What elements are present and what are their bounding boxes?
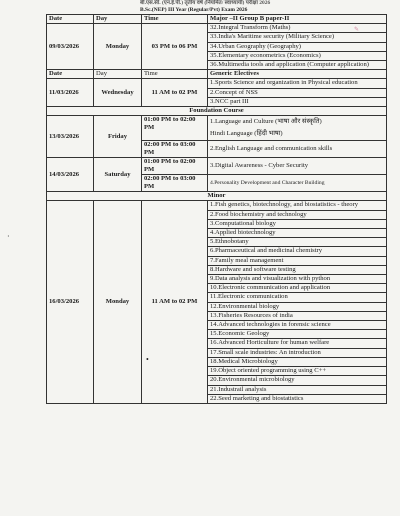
paper-item: 20.Environmental microbiology — [208, 376, 386, 385]
paper-item: 12.Environmental biology — [208, 303, 386, 312]
exam-timetable — [46, 14, 387, 404]
col-date: Date — [47, 15, 94, 24]
paper-item: 17.Small scale industries: An introduction — [208, 349, 386, 358]
time-slots — [142, 158, 208, 192]
paper-list — [208, 116, 387, 158]
paper-item: 4.Personality Development and Character Building — [210, 180, 325, 187]
paper-item: 2.Concept of NSS — [208, 89, 386, 98]
paper-item: 18.Medical Microbiology — [208, 358, 386, 367]
paper-item: 1.Sports Science and organization in Physical education — [208, 79, 386, 88]
paper-item: 32.Integral Transform (Maths) — [208, 24, 386, 33]
paper-item: 2.English Language and communication skills — [210, 145, 333, 153]
paper-item: 1.Language and Culture (भाषा और संस्कृति) — [210, 118, 322, 126]
generic-col-day: Day — [94, 70, 142, 79]
ink-dot-icon: • — [146, 355, 149, 364]
generic-header-row — [47, 70, 387, 79]
ink-dot-icon: · — [7, 232, 10, 241]
exam-time: 11 AM to 02 PM — [142, 201, 208, 403]
time-slot: 01:00 PM to 02:00 PM — [142, 158, 207, 175]
section-title: Foundation Course — [47, 107, 387, 116]
time-slot: 02:00 PM to 03:00 PM — [144, 175, 196, 191]
time-slots — [142, 116, 208, 158]
time-slot: 02:00 PM to 03:00 PM — [144, 141, 196, 157]
exam-day: Monday — [94, 24, 142, 70]
exam-date: 14/03/2026 — [47, 158, 94, 192]
paper-item: 7.Family meal management — [208, 257, 386, 266]
paper-item: 13.Fisheries Resources of india — [208, 312, 386, 321]
col-day: Day — [94, 15, 142, 24]
paper-item: 5.Ethnobotany — [208, 238, 386, 247]
exam-time: 11 AM to 02 PM — [142, 79, 208, 107]
section-row-foundation — [47, 107, 387, 116]
paper-item: 34.Urban Geography (Geography) — [208, 43, 386, 52]
header-english-line: B.Sc.(NEP) III Year (Regular/Pvt) Exam 2026 — [140, 6, 248, 13]
header-row — [47, 15, 387, 24]
paper-list — [208, 158, 387, 192]
paper-list — [208, 79, 387, 107]
paper-item: 16.Advanced Horticulture for human welfare — [208, 339, 386, 348]
pink-mark-icon: ✎ — [354, 27, 360, 33]
section-title: Minor — [47, 192, 387, 201]
paper-item: 14.Advanced technologies in forensic science — [208, 321, 386, 330]
exam-day: Saturday — [94, 158, 142, 192]
paper-list — [208, 201, 387, 403]
paper-item: 8.Hardware and software testing — [208, 266, 386, 275]
paper-item: 1.Fish genetics, biotechnology, and biostatistics - theory — [208, 201, 386, 210]
generic-col-time: Time — [142, 70, 208, 79]
generic-col-date: Date — [47, 70, 94, 79]
paper-item: 9.Data analysis and visualization with python — [208, 275, 386, 284]
exam-day: Monday — [94, 201, 142, 403]
exam-date: 11/03/2026 — [47, 79, 94, 107]
paper-item: 6.Pharmaceutical and medicinal chemistry — [208, 247, 386, 256]
exam-date: 13/03/2026 — [47, 116, 94, 158]
paper-item: 3.Digital Awareness - Cyber Security — [208, 158, 386, 175]
paper-item: 15.Economic Geology — [208, 330, 386, 339]
paper-item: 33.India's Maritime security (Military Science) — [208, 33, 386, 42]
exam-row-generic — [47, 79, 387, 107]
paper-item: Hindi Language (हिंदी भाषा) — [208, 128, 386, 141]
paper-item: 11.Electronic communication — [208, 293, 386, 302]
paper-item: 35.Elementary econometrics (Economics) — [208, 52, 386, 61]
exam-row-foundation — [47, 158, 387, 192]
paper-item: 4.Applied biotechnology — [208, 229, 386, 238]
exam-day: Wednesday — [94, 79, 142, 107]
col-time: Time — [142, 15, 208, 24]
header-hindi-line: बी.एस.सी. (एन.ई.पी.) तृतीय वर्ष (नियमित/ स्वाध्यायी) परीक्षा 2026 — [140, 0, 271, 6]
col-major: Major –II Group B paper-II — [208, 15, 387, 24]
exam-date: 09/03/2026 — [47, 24, 94, 70]
paper-item: 21.Industrail analysis — [208, 386, 386, 395]
exam-row-major — [47, 24, 387, 70]
paper-item: 3.Computational biology — [208, 220, 386, 229]
exam-date: 16/03/2026 — [47, 201, 94, 403]
exam-time: 03 PM to 06 PM — [142, 24, 208, 70]
exam-day: Friday — [94, 116, 142, 158]
paper-item: 22.Seed marketing and biostatistics — [210, 394, 304, 402]
paper-item: 2.Food biochemistry and technology — [208, 211, 386, 220]
paper-list — [208, 24, 387, 70]
paper-item: 36.Multimedia tools and application (Computer application) — [210, 61, 369, 69]
paper-item: 19.Object oriented programming using C++ — [208, 367, 386, 376]
generic-col-title: Generic Electives — [208, 70, 387, 79]
paper-item: 10.Electronic communication and application — [208, 284, 386, 293]
time-slot: 01:00 PM to 02:00 PM — [142, 116, 207, 141]
exam-row-minor — [47, 201, 387, 403]
page-header — [140, 0, 380, 14]
paper-item: 3.NCC part III — [210, 97, 249, 105]
section-row-minor — [47, 192, 387, 201]
exam-row-foundation — [47, 116, 387, 158]
